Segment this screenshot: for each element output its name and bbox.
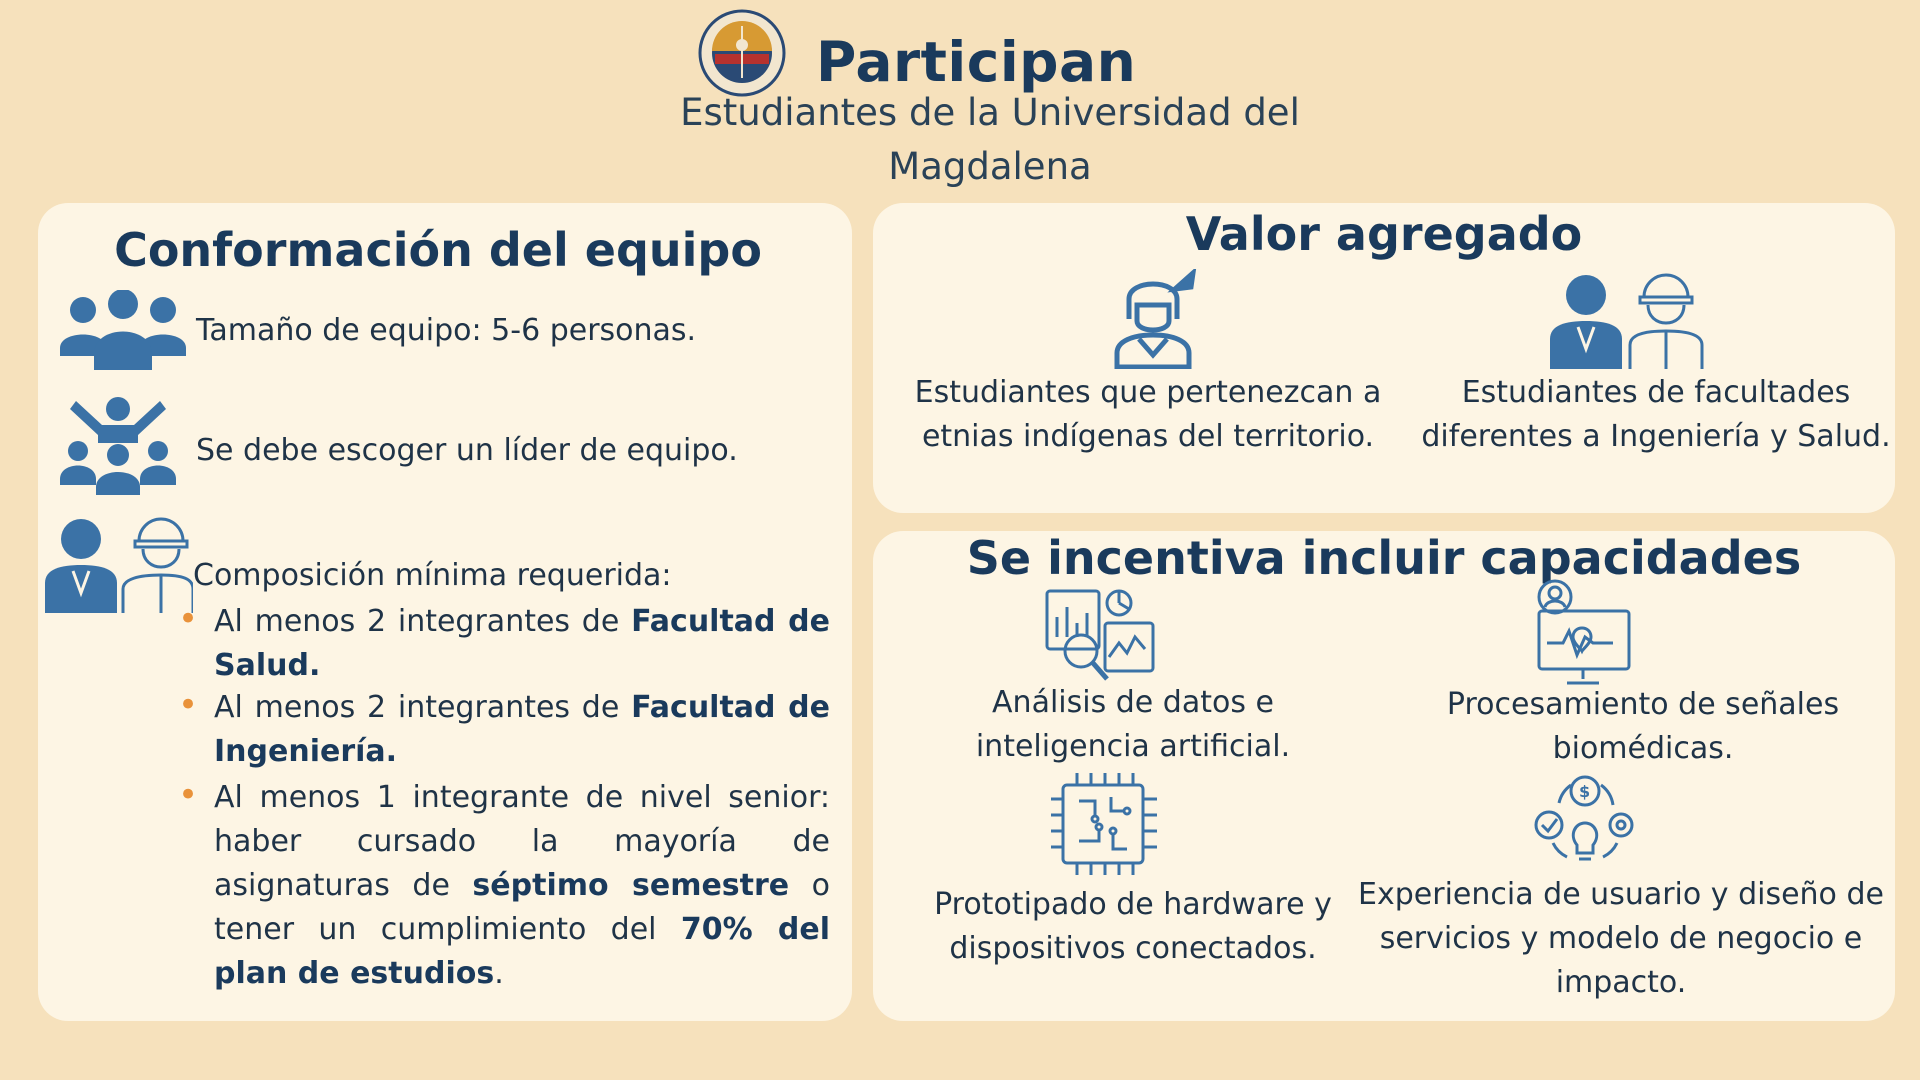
svg-text:$: $ [1579,782,1591,801]
data-ai-text: Análisis de datos e inteligencia artificial. [975,685,1291,764]
data-analysis-icon [1045,587,1155,683]
team-leader-text: Se debe escoger un líder de equipo. [196,433,738,468]
page-subtitle: Estudiantes de la Universidad del Magdalena [680,91,1300,188]
group-icon [58,290,188,370]
business-ideas-icon [1529,773,1639,873]
requirements-list [178,600,830,996]
leader-icon [58,395,178,495]
indigenous-students-text: Estudiantes que pertenezcan a etnias indígenas del territorio. [914,375,1382,454]
encouraged-skills-card [873,531,1895,1021]
hardware-prototyping-text: Prototipado de hardware y dispositivos conectados. [934,887,1332,966]
biomedical-monitor-icon [1533,579,1633,687]
min-composition-heading: Composición mínima requerida: [193,558,672,593]
other-faculties-text: Estudiantes de facultades diferentes a Ingeniería y Salud. [1421,375,1891,454]
page-title: Participan [816,30,1137,94]
biomedical-signal-text: Procesamiento de señales biomédicas. [1446,687,1840,766]
doctor-engineer-icon [1548,269,1708,369]
list-item: • Al menos 2 integrantes de Facultad de Salud. [178,600,830,688]
circuit-chip-icon [1049,771,1159,877]
indigenous-person-icon [1113,269,1203,369]
encouraged-skills-title: Se incentiva incluir capacidades [966,531,1802,585]
list-item: • Al menos 2 integrantes de Facultad de Ingeniería. [178,686,830,774]
doctor-engineer-icon [43,513,193,613]
university-seal [697,8,787,98]
added-value-card [873,203,1895,513]
list-item: • Al menos 1 integrante de nivel senior: haber cursado la mayoría de asignaturas de séptimo semestre o tener un cumplimiento del 70% del plan de estudios. [178,776,830,996]
added-value-title: Valor agregado [1185,207,1583,261]
team-size-text: Tamaño de equipo: 5-6 personas. [196,313,697,348]
ux-business-text: Experiencia de usuario y diseño de servicios y modelo de negocio e impacto. [1358,877,1884,1000]
team-composition-title: Conformación del equipo [114,223,762,277]
